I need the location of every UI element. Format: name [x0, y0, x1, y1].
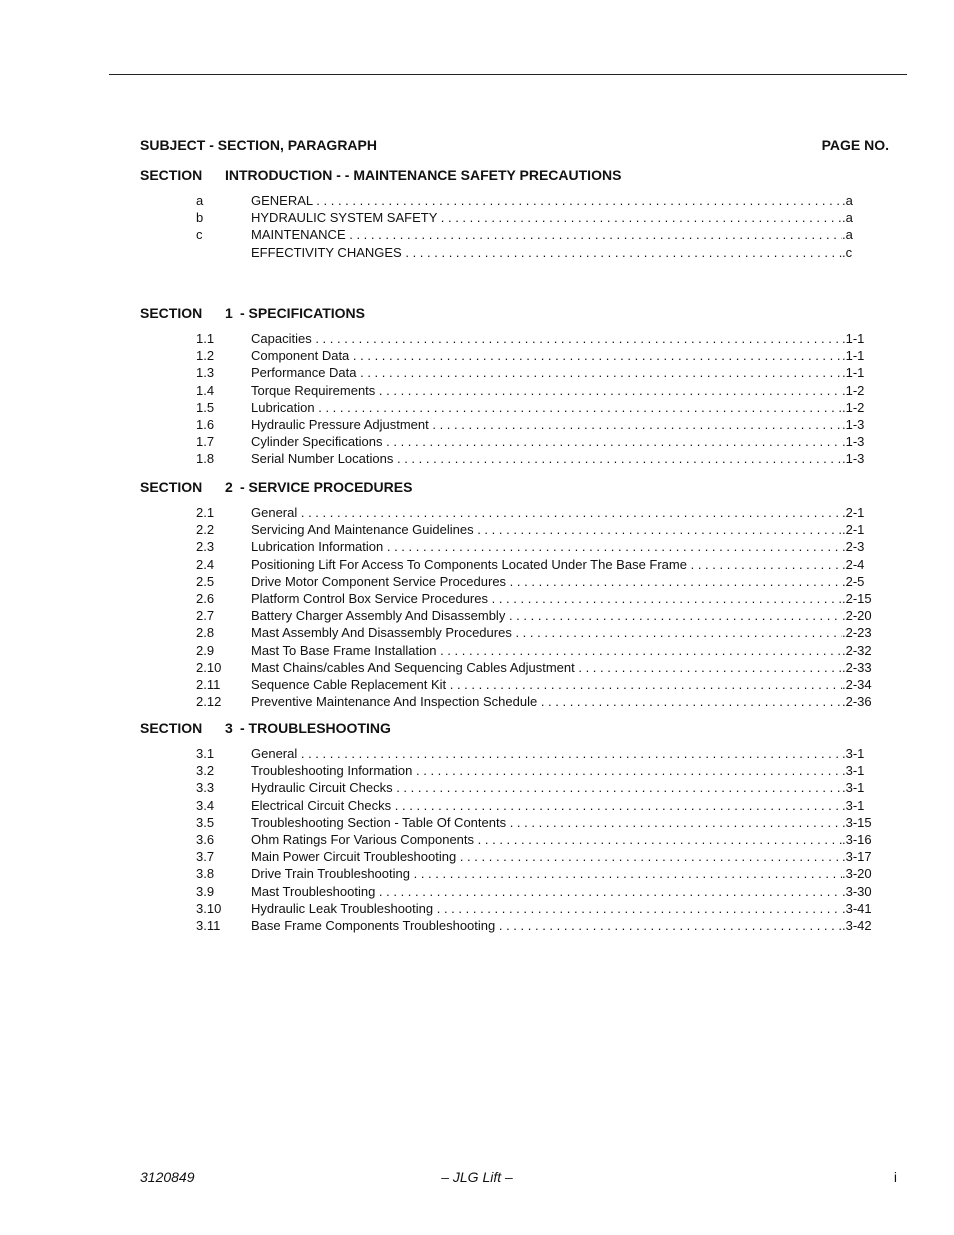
entry-number: 2.8 — [196, 625, 215, 641]
entry-title — [251, 676, 842, 693]
entry-title — [251, 209, 842, 226]
entry-page: .3-1 — [842, 797, 865, 813]
entry-title-text: Performance Data — [251, 365, 357, 381]
toc-section — [140, 478, 870, 710]
entry-title — [251, 416, 842, 433]
entry-page: .2-33 — [842, 659, 872, 675]
entry-title-text: Troubleshooting Section - Table Of Contents — [251, 814, 507, 830]
entry-page: .1-3 — [842, 416, 865, 432]
entry-number: 3.6 — [196, 831, 215, 847]
entry-title — [251, 521, 842, 538]
doc-number: 3120849 — [140, 1169, 195, 1185]
toc-section — [140, 166, 870, 261]
section-title — [140, 719, 870, 737]
entry-number: 2.11 — [196, 676, 221, 692]
entry-title — [251, 900, 842, 917]
entry-title — [251, 450, 842, 467]
toc-entry[interactable] — [140, 900, 870, 917]
entry-title-text: Base Frame Components Troubleshooting — [251, 917, 496, 933]
entry-title — [251, 192, 842, 209]
toc-entry[interactable] — [140, 538, 870, 555]
entry-title — [251, 504, 842, 521]
entry-number: 3.5 — [196, 814, 215, 830]
entry-number: 2.12 — [196, 694, 222, 710]
entry-title-text: Sequence Cable Replacement Kit — [251, 676, 447, 692]
entry-page: .3-42 — [842, 917, 872, 933]
toc-entry[interactable] — [140, 416, 870, 433]
entry-title-text: GENERAL — [251, 193, 313, 208]
entry-title — [251, 556, 842, 573]
toc-entry[interactable] — [140, 779, 870, 796]
entry-title — [251, 226, 842, 243]
entry-title — [251, 831, 842, 848]
entry-title-text: Hydraulic Circuit Checks — [251, 780, 393, 796]
section-title — [140, 478, 870, 496]
entry-title-text: Lubrication — [251, 399, 315, 415]
section-heading-text: - SPECIFICATIONS — [240, 305, 365, 321]
entry-title — [251, 848, 842, 865]
toc-entry[interactable] — [140, 399, 870, 416]
entry-title-text: Electrical Circuit Checks — [251, 797, 392, 813]
toc-entry[interactable] — [140, 848, 870, 865]
entry-page: .3-41 — [842, 900, 872, 916]
entry-title — [251, 762, 842, 779]
entry-page: .1-1 — [842, 348, 865, 364]
entry-number: 3.7 — [196, 849, 215, 865]
toc-entry[interactable] — [140, 573, 870, 590]
section-heading-text: - SERVICE PROCEDURES — [240, 479, 413, 495]
toc-section — [140, 719, 870, 934]
entry-title-text: Mast Chains/cables And Sequencing Cables Adjustment — [251, 659, 575, 675]
section-label: SECTION — [140, 167, 203, 183]
entry-title-text: Serial Number Locations — [251, 451, 394, 467]
entry-page: .3-20 — [842, 866, 872, 882]
toc-entry[interactable] — [140, 659, 870, 676]
entry-number: 1.3 — [196, 365, 215, 381]
entry-number: 1.2 — [196, 348, 215, 364]
entry-title — [251, 382, 842, 399]
entry-page: .2-34 — [842, 676, 872, 692]
entry-title — [251, 607, 842, 624]
entry-title-text: Mast Troubleshooting — [251, 883, 376, 899]
section-label: SECTION — [140, 305, 203, 321]
entry-number: 3.3 — [196, 780, 215, 796]
entry-title-text: Preventive Maintenance And Inspection Schedule — [251, 694, 538, 710]
section-title — [140, 304, 870, 322]
entry-page: .3-1 — [842, 746, 865, 761]
section-heading-text: INTRODUCTION - - MAINTENANCE SAFETY PRECAUTIONS — [225, 167, 622, 183]
entry-title-text: EFFECTIVITY CHANGES — [251, 244, 402, 260]
toc-entry[interactable] — [140, 590, 870, 607]
entry-page: .c — [842, 244, 853, 260]
entry-number: b — [196, 210, 204, 226]
entry-page: .2-36 — [842, 694, 872, 710]
entry-title-text: Hydraulic Leak Troubleshooting — [251, 900, 434, 916]
entry-page: .2-5 — [842, 573, 865, 589]
toc-entry[interactable] — [140, 917, 870, 934]
entry-title-text: Main Power Circuit Troubleshooting — [251, 849, 457, 865]
entry-title-text: Torque Requirements — [251, 382, 376, 398]
footer-brand: – JLG Lift – — [441, 1169, 513, 1185]
section-number: 2 — [225, 479, 233, 495]
entry-number: 2.6 — [196, 590, 215, 606]
entry-title — [251, 347, 842, 364]
page-no-heading: PAGE NO. — [821, 137, 889, 153]
toc-entry[interactable] — [140, 330, 870, 347]
entry-number: 2.5 — [196, 573, 215, 589]
toc-entry[interactable] — [140, 831, 870, 848]
toc-entry[interactable] — [140, 642, 870, 659]
toc-entry[interactable] — [140, 209, 870, 226]
entry-title — [251, 433, 842, 450]
page-number: i — [893, 1169, 897, 1185]
toc-entry-list — [140, 192, 870, 261]
entry-page: .1-2 — [842, 399, 865, 415]
entry-number: a — [196, 193, 204, 208]
toc-entry[interactable] — [140, 745, 870, 762]
entry-number: 3.8 — [196, 866, 215, 882]
section-heading-text: - TROUBLESHOOTING — [240, 720, 391, 736]
entry-title — [251, 693, 842, 710]
entry-number: 2.4 — [196, 556, 215, 572]
entry-page: .2-4 — [842, 556, 865, 572]
entry-title-text: Troubleshooting Information — [251, 763, 413, 779]
entry-number: 3.4 — [196, 797, 215, 813]
top-rule — [109, 74, 907, 75]
entry-number: 2.3 — [196, 539, 215, 555]
entry-page: .1-3 — [842, 451, 865, 467]
entry-page: .2-23 — [842, 625, 872, 641]
entry-page: .3-30 — [842, 883, 872, 899]
entry-title-text: General — [251, 505, 298, 520]
entry-title-text: MAINTENANCE — [251, 227, 346, 243]
entry-page: .2-1 — [842, 522, 865, 538]
toc-section — [140, 304, 870, 468]
entry-title — [251, 399, 842, 416]
entry-page: .1-2 — [842, 382, 865, 398]
section-number: 1 — [225, 305, 233, 321]
entry-title — [251, 244, 842, 261]
toc-entry[interactable] — [140, 504, 870, 521]
toc-entry[interactable] — [140, 382, 870, 399]
entry-title-text: HYDRAULIC SYSTEM SAFETY — [251, 210, 438, 226]
toc-entry[interactable] — [140, 192, 870, 209]
toc-entry-list — [140, 330, 870, 468]
entry-page: .2-3 — [842, 539, 865, 555]
entry-title-text: Hydraulic Pressure Adjustment — [251, 416, 429, 432]
section-title — [140, 166, 870, 184]
entry-title-text: Capacities — [251, 331, 312, 346]
entry-number: 3.10 — [196, 900, 222, 916]
entry-title — [251, 659, 842, 676]
toc-entry[interactable] — [140, 797, 870, 814]
entry-page: .2-1 — [842, 505, 865, 520]
entry-page: .2-20 — [842, 608, 872, 624]
entry-number: c — [196, 227, 203, 243]
toc-entry-list — [140, 745, 870, 934]
entry-title-text: Battery Charger Assembly And Disassembly — [251, 608, 506, 624]
entry-title — [251, 745, 842, 762]
entry-number: 1.7 — [196, 434, 215, 450]
entry-title — [251, 330, 842, 347]
entry-page: .3-16 — [842, 831, 872, 847]
toc-entry[interactable] — [140, 347, 870, 364]
entry-number: 3.11 — [196, 917, 221, 933]
entry-number: 1.4 — [196, 382, 215, 398]
entry-title — [251, 642, 842, 659]
entry-title-text: Component Data — [251, 348, 350, 364]
entry-title — [251, 814, 842, 831]
entry-title-text: Lubrication Information — [251, 539, 384, 555]
toc-entry-list — [140, 504, 870, 710]
entry-page: .3-1 — [842, 763, 865, 779]
toc-entry[interactable] — [140, 676, 870, 693]
toc-entry[interactable] — [140, 450, 870, 467]
entry-page: .1-1 — [842, 331, 865, 346]
entry-title-text: General — [251, 746, 298, 761]
section-number: 3 — [225, 720, 233, 736]
entry-page: .3-17 — [842, 849, 872, 865]
toc-entry[interactable] — [140, 521, 870, 538]
toc-entry[interactable] — [140, 433, 870, 450]
toc-entry[interactable] — [140, 556, 870, 573]
entry-title-text: Servicing And Maintenance Guidelines — [251, 522, 474, 538]
toc-entry[interactable] — [140, 762, 870, 779]
section-label: SECTION — [140, 479, 203, 495]
entry-title-text: Ohm Ratings For Various Components — [251, 831, 475, 847]
toc-entry[interactable] — [140, 814, 870, 831]
entry-number: 3.9 — [196, 883, 215, 899]
entry-title-text: Mast To Base Frame Installation — [251, 642, 437, 658]
toc-entry[interactable] — [140, 865, 870, 882]
entry-number: 2.1 — [196, 505, 215, 520]
entry-title-text: Mast Assembly And Disassembly Procedures — [251, 625, 512, 641]
entry-number: 2.2 — [196, 522, 215, 538]
entry-number: 3.1 — [196, 746, 215, 761]
toc-entry[interactable] — [140, 624, 870, 641]
entry-page: .1-3 — [842, 434, 865, 450]
entry-page: .a — [842, 193, 853, 208]
entry-title — [251, 865, 842, 882]
entry-title — [251, 573, 842, 590]
entry-page: .a — [842, 210, 853, 226]
entry-number: 1.6 — [196, 416, 215, 432]
toc-entry[interactable] — [140, 693, 870, 710]
entry-title — [251, 883, 842, 900]
section-label: SECTION — [140, 720, 203, 736]
entry-number: 1.8 — [196, 451, 215, 467]
entry-title-text: Cylinder Specifications — [251, 434, 383, 450]
entry-title — [251, 624, 842, 641]
entry-page: .3-1 — [842, 780, 865, 796]
entry-number: 2.10 — [196, 659, 222, 675]
entry-title-text: Positioning Lift For Access To Components Located Under The Base Frame — [251, 556, 687, 572]
entry-number: 2.9 — [196, 642, 215, 658]
entry-title-text: Drive Train Troubleshooting — [251, 866, 410, 882]
entry-page: .3-15 — [842, 814, 872, 830]
entry-title — [251, 797, 842, 814]
entry-title — [251, 364, 842, 381]
toc-entry[interactable] — [140, 883, 870, 900]
toc-entry[interactable] — [140, 364, 870, 381]
subject-heading: SUBJECT - SECTION, PARAGRAPH — [140, 137, 377, 153]
entry-number: 3.2 — [196, 763, 215, 779]
entry-title-text: Drive Motor Component Service Procedures — [251, 573, 507, 589]
entry-number: 1.5 — [196, 399, 215, 415]
toc-entry[interactable] — [140, 244, 870, 261]
toc-entry[interactable] — [140, 607, 870, 624]
entry-title — [251, 917, 842, 934]
entry-page: .2-15 — [842, 590, 872, 606]
entry-page: .2-32 — [842, 642, 872, 658]
entry-number: 2.7 — [196, 608, 215, 624]
entry-title-text: Platform Control Box Service Procedures — [251, 590, 488, 606]
entry-title — [251, 590, 842, 607]
entry-number: 1.1 — [196, 331, 215, 346]
entry-page: .1-1 — [842, 365, 865, 381]
toc-entry[interactable] — [140, 226, 870, 243]
entry-title — [251, 779, 842, 796]
entry-page: .a — [842, 227, 853, 243]
entry-title — [251, 538, 842, 555]
